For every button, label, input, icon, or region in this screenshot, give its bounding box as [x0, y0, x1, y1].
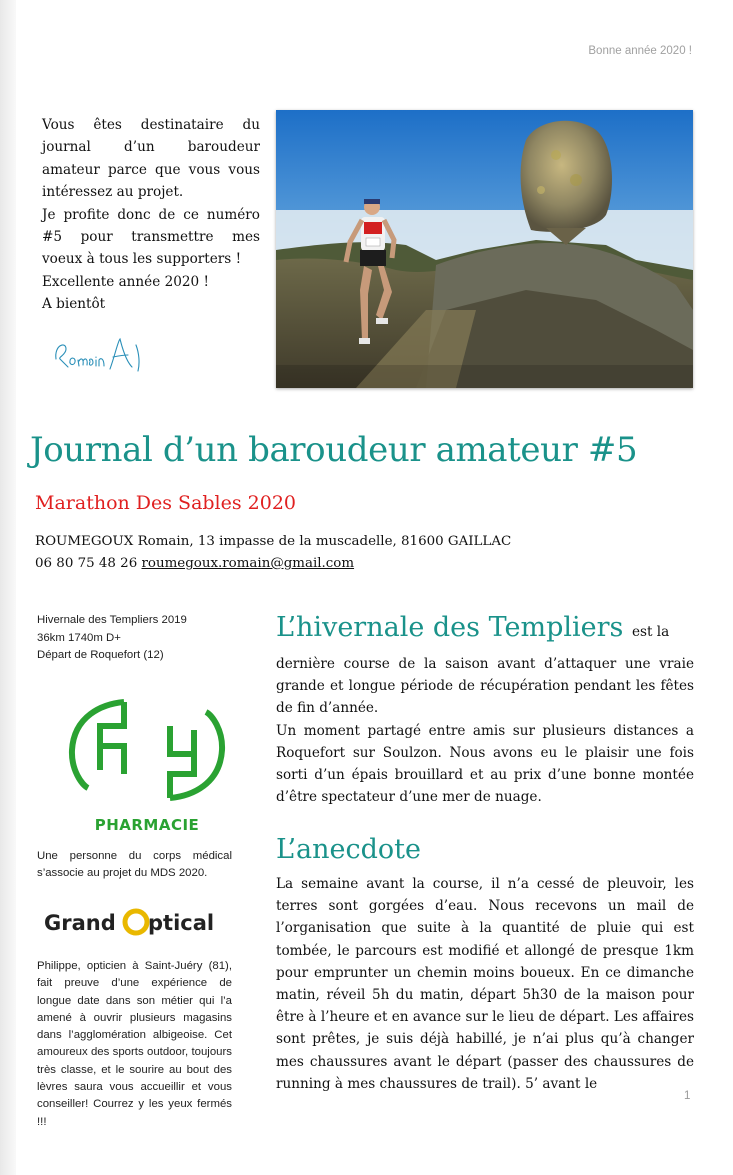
intro-line: Je profite donc de ce numéro #5 pour transmettre mes voeux à tous les supporters !: [42, 206, 260, 268]
intro-text: [42, 114, 260, 316]
intro-line: A bientôt: [42, 296, 106, 313]
header-note: Bonne année 2020 !: [588, 45, 692, 57]
pharmacie-text: Une personne du corps médical s’associe au projet du MDS 2020.: [37, 850, 232, 880]
race-info-line: Départ de Roquefort (12): [37, 649, 164, 661]
contact-line: [35, 553, 511, 575]
section-title-hivernale: [276, 612, 669, 643]
paragraph: La semaine avant la course, il n’a cessé de pleuvoir, les terres sont gorgées d’eau. Nous recevons un mail de l’organisation que suite à la quantité de pluie qui est tombée, le parcours est modifié et allongé de presque 1km pour emprunter un chemin moins boueux. En ce dimanche matin, réveil 5h du matin, départ 5h30 de la maison pour être à l’heure et en avance sur le lieu de départ. Les affaires sont prêtes, je suis déjà habillé, je n’ai plus qu’à changer mes chaussures avant le départ (passer des chaussures de running à mes chaussures de trail). 5’ avant le: [276, 876, 694, 1092]
pharmacie-logo: [62, 690, 232, 840]
grandoptical-left: Grand: [44, 911, 116, 935]
intro-line: Excellente année 2020 !: [42, 273, 209, 290]
signature-image: [52, 333, 147, 373]
section-title-text: L’hivernale des Templiers: [276, 612, 624, 643]
page-number: 1: [684, 1090, 691, 1102]
runner-photo: [276, 110, 693, 388]
pharmacie-label: PHARMACIE: [94, 816, 200, 834]
paragraph: Un moment partagé entre amis sur plusieurs distances a Roquefort sur Soulzon. Nous avons eu le plaisir une fois sorti d’un épais brouillard et au prix d’une bonne montée d’être spectateur d’une mer de nuage.: [276, 722, 694, 806]
contact-email-link[interactable]: roumegoux.romain@gmail.com: [141, 556, 355, 571]
grandoptical-right: ptical: [148, 911, 215, 935]
journal-title: Journal d’un baroudeur amateur #5: [30, 430, 638, 470]
race-info: [37, 612, 187, 665]
paragraph: dernière course de la saison avant d’attaquer une vraie grande et longue période de récupération pendant les fêtes de fin d’année.: [276, 656, 694, 717]
grandoptical-logo: [44, 906, 234, 938]
optical-text: Philippe, opticien à Saint-Juéry (81), fait preuve d’une expérience de longue date dans son métier qui l’a amené à ouvrir plusieurs magasins dans l’agglomération albigeoise. Cet amoureux des sports outdoor, toujours très classe, et le sourire au bout des lèvres saura vous accueillir et vous conseiller! Courrez y les yeux fermés !!!: [37, 960, 232, 1128]
race-info-line: Hivernale des Templiers 2019: [37, 614, 187, 626]
section-title-anecdote: L’anecdote: [276, 834, 421, 865]
section-inline-text: est la: [631, 624, 670, 640]
grandoptical-o-icon: [125, 911, 147, 933]
contact-address: ROUMEGOUX Romain, 13 impasse de la muscadelle, 81600 GAILLAC: [35, 534, 512, 549]
race-info-line: 36km 1740m D+: [37, 631, 121, 644]
contact-phone: 06 80 75 48 26: [35, 556, 138, 571]
anecdote-body: [276, 873, 694, 1095]
hivernale-body: [276, 653, 694, 808]
intro-line: Vous êtes destinataire du journal d’un baroudeur amateur parce que vous vous intéressez au projet.: [42, 117, 260, 201]
contact-block: [35, 531, 511, 575]
journal-subtitle: Marathon Des Sables 2020: [35, 492, 297, 514]
runner-rock-photo: [276, 110, 693, 388]
page-edge: [0, 0, 16, 1175]
